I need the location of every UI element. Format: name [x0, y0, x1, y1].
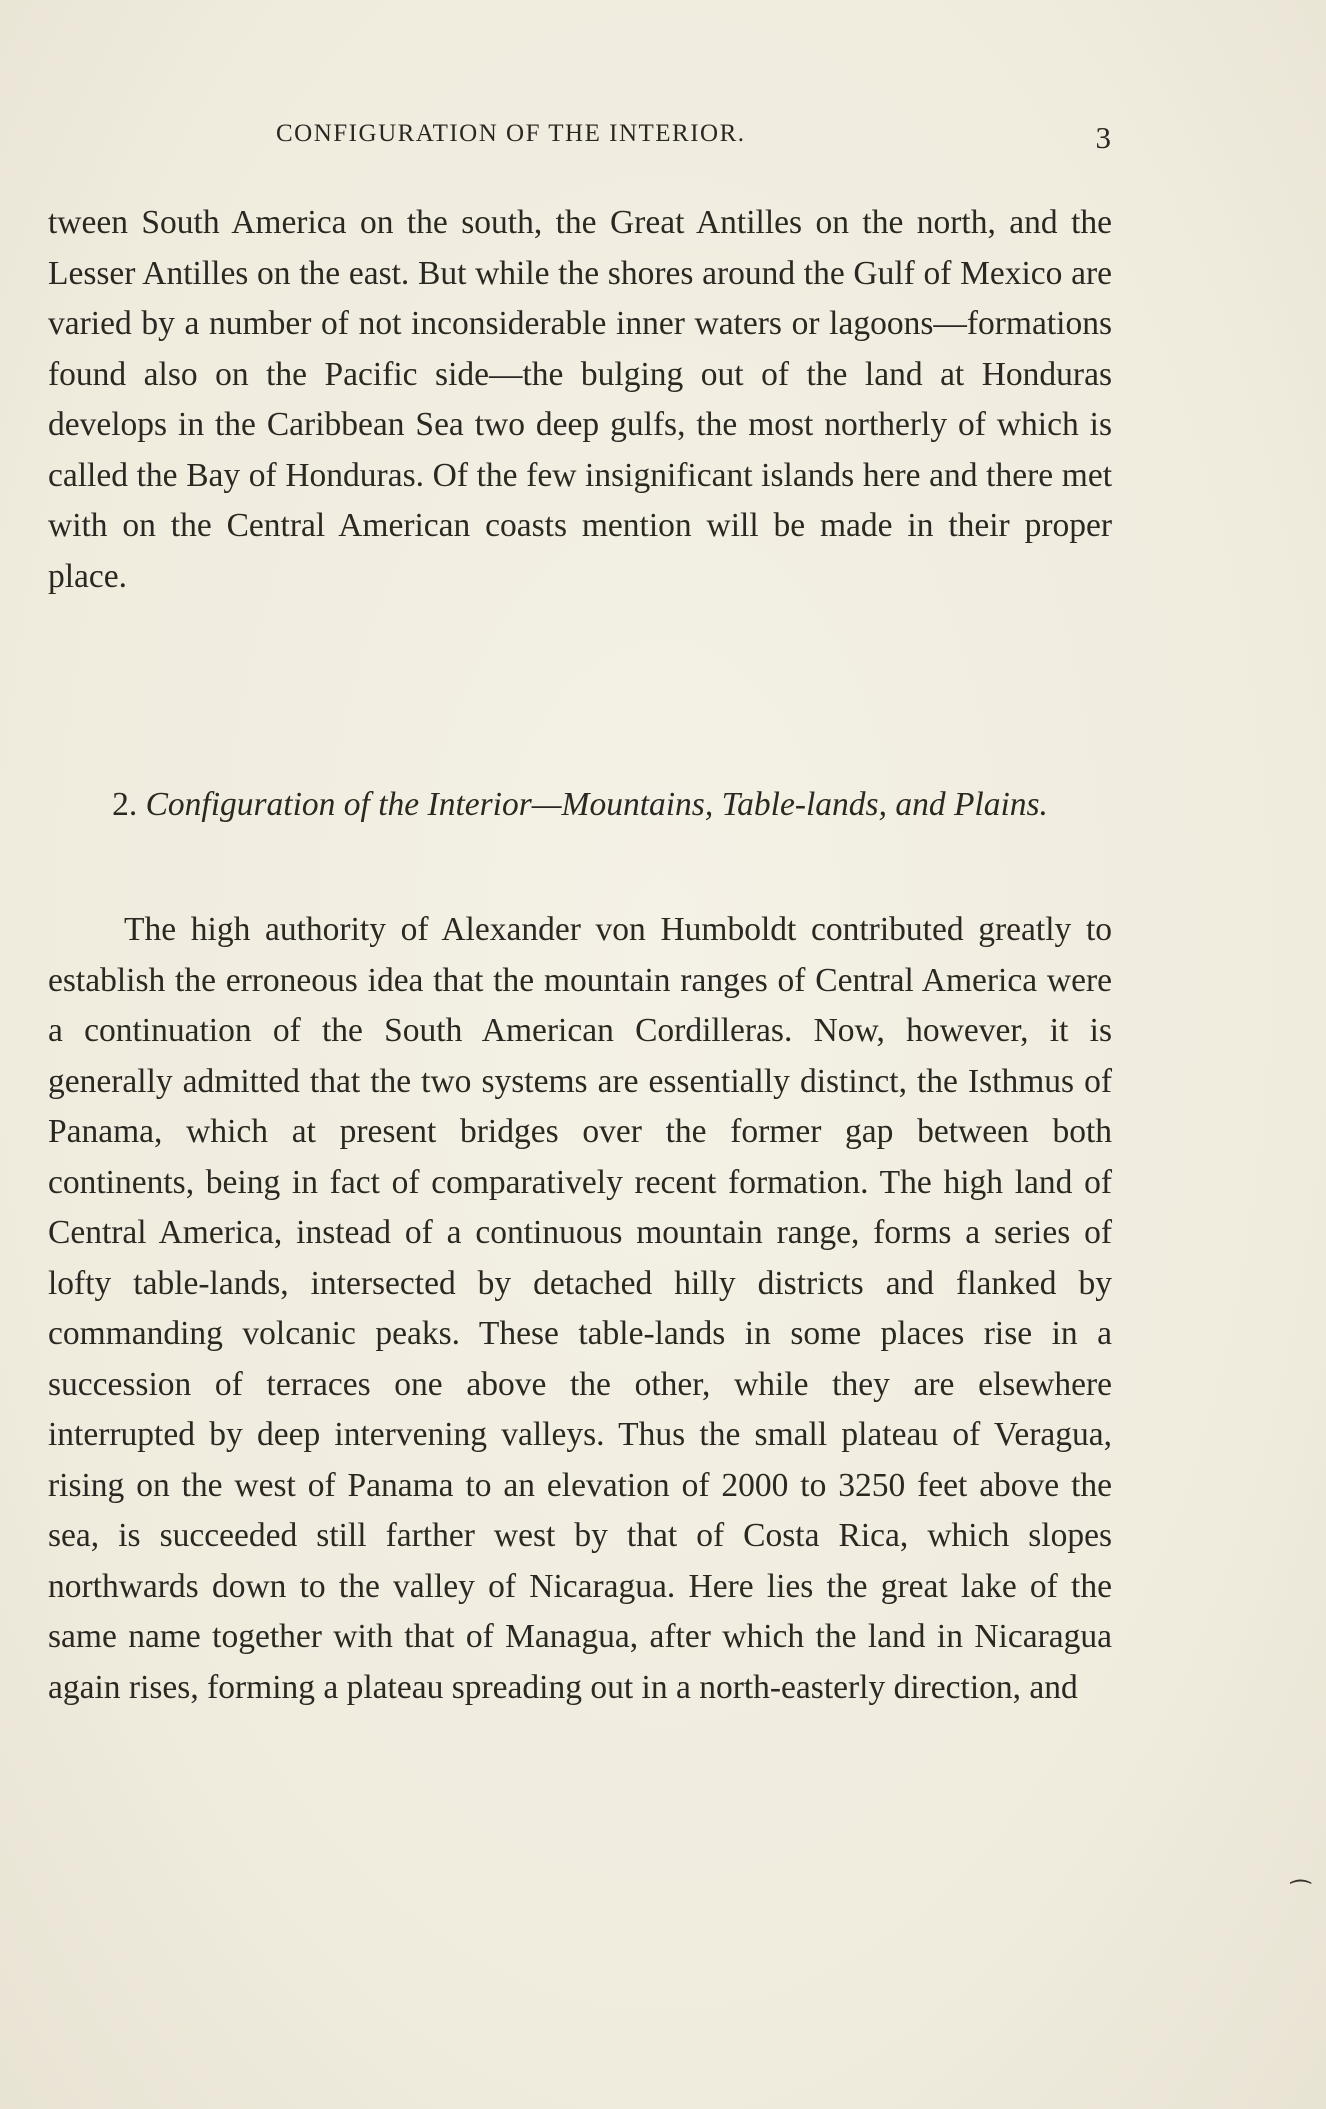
running-head: CONFIGURATION OF THE INTERIOR.	[276, 120, 746, 147]
section-number: 2.	[112, 786, 138, 823]
paragraph-continued: tween South America on the south, the Great Antilles on the north, and the Lesser Antilles on the east. But while the shores around the Gulf of Mexico are varied by a number of not inconsiderable inner waters or lagoons—formations found also on the Pacific side—the bulging out of the land at Honduras develops in the Caribbean Sea two deep gulfs, the most northerly of which is called the Bay of Honduras. Of the few insignificant islands here and there met with on the Central American coasts mention will be made in their proper place.	[48, 204, 1112, 595]
page-header	[48, 120, 1112, 160]
section-title: Configuration of the Interior—Mountains, Table-lands, and Plains.	[145, 786, 1048, 823]
section-heading	[48, 782, 1112, 828]
paragraph-section-body: The high authority of Alexander von Humboldt contributed greatly to establish the erroneous idea that the mountain ranges of Central America were a continuation of the South American Cordilleras. Now, however, it is generally admitted that the two systems are essentially distinct, the Isthmus of Panama, which at present bridges over the former gap between both continents, being in fact of comparatively recent formation. The high land of Central America, instead of a continuous mountain range, forms a series of lofty table-lands, intersected by detached hilly districts and flanked by commanding volcanic peaks. These table-lands in some places rise in a succession of terraces one above the other, while they are elsewhere interrupted by deep intervening valleys. Thus the small plateau of Veragua, rising on the west of Panama to an elevation of 2000 to 3250 feet above the sea, is succeeded still farther west by that of Costa Rica, which slopes northwards down to the valley of Nicaragua. Here lies the great lake of the same name together with that of Managua, after which the land in Nicaragua again rises, forming a plateau spreading out in a north-easterly direction, and	[48, 911, 1112, 1706]
page-number: 3	[1095, 120, 1112, 155]
margin-mark: ⁀	[1291, 1882, 1311, 1908]
